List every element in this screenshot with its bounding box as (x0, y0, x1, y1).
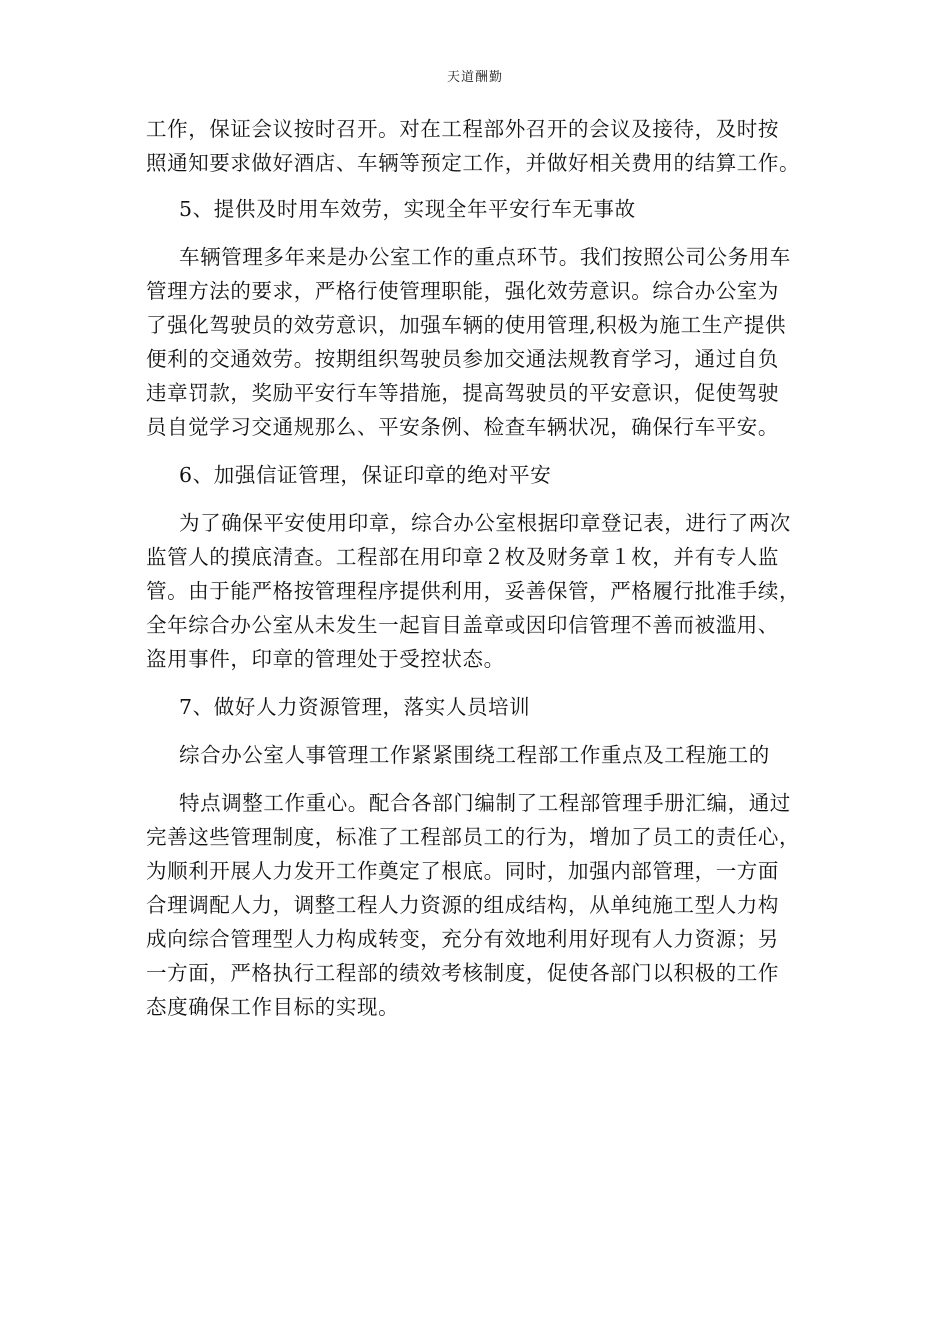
section-heading-5 (146, 192, 808, 226)
text-line: 一方面，严格执行工程部的绩效考核制度，促使各部门以积极的工作 (146, 961, 779, 985)
paragraph-meeting-continuation (146, 112, 808, 180)
text-line: 态度确保工作目标的实现。 (146, 995, 400, 1019)
heading-text: 5、提供及时用车效劳，实现全年平安行车无事故 (179, 197, 636, 221)
text-line: 监管人的摸底清查。工程部在用印章２枚及财务章１枚，并有专人监 (146, 545, 779, 569)
text-line: 全年综合办公室从未发生一起盲目盖章或因印信管理不善而被滥用、 (146, 613, 779, 637)
heading-text: 6、加强信证管理，保证印章的绝对平安 (179, 463, 552, 487)
paragraph-hr-intro (146, 738, 808, 772)
text-line: 完善这些管理制度，标准了工程部员工的行为，增加了员工的责任心， (146, 825, 801, 849)
text-line: 合理调配人力，调整工程人力资源的组成结构，从单纯施工型人力构 (146, 893, 779, 917)
text-line: 管。由于能严格按管理程序提供利用，妥善保管，严格履行批准手续， (146, 579, 801, 603)
text-line: 便利的交通效劳。按期组织驾驶员参加交通法规教育学习，通过自负 (146, 347, 779, 371)
section-heading-6 (146, 458, 808, 492)
paragraph-seal-management (146, 506, 808, 676)
text-line: 成向综合管理型人力构成转变，充分有效地利用好现有人力资源；另 (146, 927, 779, 951)
text-line: 照通知要求做好酒店、车辆等预定工作，并做好相关费用的结算工作。 (146, 151, 801, 175)
paragraph-vehicle-management (146, 240, 808, 444)
text-line: 违章罚款，奖励平安行车等措施，提高驾驶员的平安意识，促使驾驶 (146, 381, 779, 405)
document-body (146, 112, 808, 1024)
heading-text: 7、做好人力资源管理，落实人员培训 (179, 695, 531, 719)
text-line: 盗用事件，印章的管理处于受控状态。 (146, 647, 505, 671)
text-line: 了强化驾驶员的效劳意识，加强车辆的使用管理,积极为施工生产提供 (146, 313, 787, 337)
text-line: 工作，保证会议按时召开。对在工程部外召开的会议及接待，及时按 (146, 117, 779, 141)
text-line: 车辆管理多年来是办公室工作的重点环节。我们按照公司公务用车 (179, 245, 791, 269)
text-line: 特点调整工作重心。配合各部门编制了工程部管理手册汇编，通过 (179, 791, 791, 815)
page-header: 天道酬勤 (446, 70, 503, 85)
text-line: 管理方法的要求，严格行使管理职能，强化效劳意识。综合办公室为 (146, 279, 779, 303)
section-heading-7 (146, 690, 808, 724)
paragraph-hr-management (146, 786, 808, 1024)
text-line: 为了确保平安使用印章，综合办公室根据印章登记表，进行了两次 (179, 511, 791, 535)
text-line: 为顺利开展人力发开工作奠定了根底。同时，加强内部管理，一方面 (146, 859, 779, 883)
text-line: 员自觉学习交通规那么、平安条例、检查车辆状况，确保行车平安。 (146, 415, 779, 439)
text-line: 综合办公室人事管理工作紧紧围绕工程部工作重点及工程施工的 (179, 743, 770, 767)
